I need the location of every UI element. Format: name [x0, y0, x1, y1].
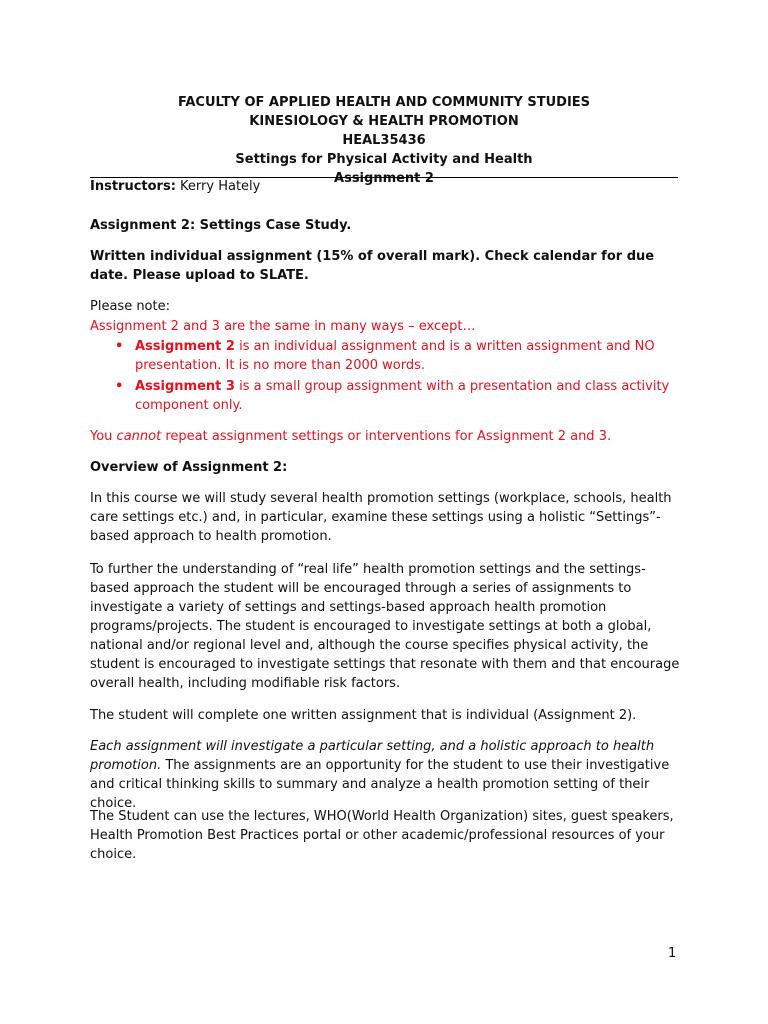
- bullet-dot: •: [115, 339, 124, 354]
- course-title: Settings for Physical Activity and Health: [235, 152, 533, 167]
- paragraph-resources: The Student can use the lectures, WHO(World Health Organization) sites, guest speakers, Health Promotion Best Practices portal or other academic/professional resources of your choice.: [90, 809, 674, 862]
- assignment-title: Assignment 2: Settings Case Study.: [90, 218, 352, 233]
- paragraph-each-assignment: [90, 737, 682, 813]
- paragraph-one-assignment: The student will complete one written assignment that is individual (Assignment 2).: [90, 708, 637, 723]
- list-item: [90, 377, 682, 415]
- page-number: 1: [668, 946, 677, 961]
- overview-heading: Overview of Assignment 2:: [90, 460, 288, 475]
- instructors-line: [90, 177, 260, 196]
- course-code: HEAL35436: [342, 133, 426, 148]
- each-assignment-rest: The assignments are an opportunity for the student to use their investigative and critical thinking skills to summary and analyze a health promotion setting of their choice.: [90, 758, 670, 811]
- document-header: [90, 93, 678, 188]
- assignment-3-label: Assignment 3: [135, 379, 235, 394]
- paragraph-settings-intro: In this course we will study several health promotion settings (workplace, schools, health care settings etc.) and, in particular, examine these settings using a holistic “Settings”-based approach to health promotion.: [90, 491, 672, 544]
- instructor-name: Kerry Hately: [175, 179, 261, 194]
- assignment-comparison-list: [90, 337, 682, 415]
- program-line: KINESIOLOGY & HEALTH PROMOTION: [249, 114, 519, 129]
- paragraph-real-life: To further the understanding of “real life” health promotion settings and the settings-based approach the student will be encouraged through a series of assignments to investigate a variety of settings and settings-based approach health promotion programs/projects. The student is encouraged to investigate settings at both a global, national and/or regional level and, although the course specifies physical activity, the student is encouraged to investigate settings that resonate with them and that encourage overall health, including modifiable risk factors.: [90, 562, 680, 691]
- written-assignment-note: Written individual assignment (15% of overall mark). Check calendar for due date. Please upload to SLATE.: [90, 249, 655, 283]
- please-note-label: Please note:: [90, 299, 170, 314]
- assignment-2-description: is an individual assignment and is a written assignment and NO presentation. It is no more than 2000 words.: [135, 339, 655, 373]
- each-assignment-italic: Each assignment will investigate a particular setting, and a holistic approach to health promotion.: [90, 739, 655, 773]
- instructors-label: Instructors: [90, 179, 171, 194]
- instructors-colon: :: [170, 179, 176, 194]
- cannot-after: repeat assignment settings or interventions for Assignment 2 and 3.: [161, 429, 612, 444]
- faculty-line: FACULTY OF APPLIED HEALTH AND COMMUNITY STUDIES: [177, 95, 591, 110]
- bullet-dot: •: [115, 379, 124, 394]
- assignment-3-description: is a small group assignment with a presentation and class activity component only.: [135, 379, 670, 413]
- cannot-repeat-note: [90, 427, 682, 446]
- cannot-emphasis: cannot: [116, 429, 162, 444]
- list-item: [90, 337, 682, 375]
- assignment-2-label: Assignment 2: [135, 339, 235, 354]
- cannot-before: You: [90, 429, 117, 444]
- assignment-label: Assignment 2: [334, 171, 434, 186]
- same-ways-note: Assignment 2 and 3 are the same in many ways – except…: [90, 319, 476, 334]
